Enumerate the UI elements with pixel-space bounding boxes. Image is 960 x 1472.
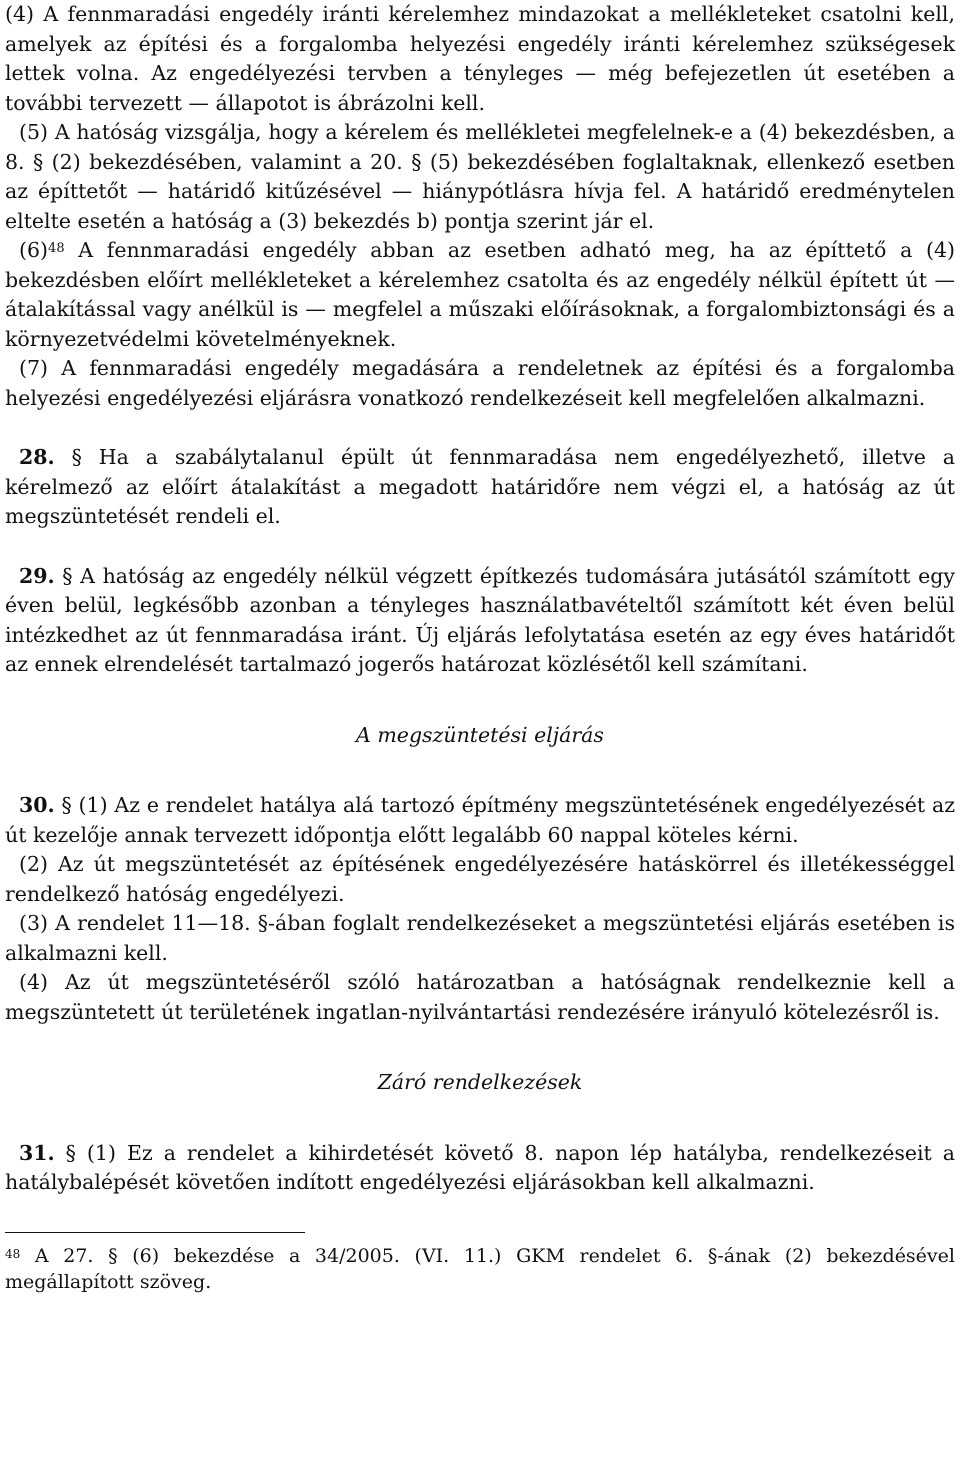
paragraph-label: (6): [19, 238, 49, 262]
paragraph-27-6: [5, 236, 955, 354]
section-text: § A hatóság az engedély nélkül végzett építkezés tudomására jutásától számított egy éven belül, legkésőbb azonban a tényleges használatbavételtől számított két éven belül intézkedhet az út fennmaradása iránt. Új eljárás lefolytatása esetén az egy éves határidőt az ennek elrendelését tartalmazó jogerős határozat közlésétől kell számítani.: [5, 563, 955, 676]
section-heading: Záró rendelkezések: [377, 1070, 583, 1094]
paragraph-30-2: (2) Az út megszüntetését az építésének engedélyezésére hatáskörrel és illetékességgel rendelkező hatóság engedélyezi.: [5, 852, 955, 906]
section-text: § (1) Az e rendelet hatálya alá tartozó építmény megszüntetésének engedélyezését az út kezelője annak tervezett időpontja előtt legalább 60 nappal köteles kérni.: [5, 793, 955, 847]
section-number: 30.: [19, 793, 55, 817]
paragraph-30-4: (4) Az út megszüntetéséről szóló határozatban a hatóságnak rendelkeznie kell a megszüntetett út területének ingatlan-nyilvántartási rendezésére irányuló kötelezésről is.: [5, 970, 955, 1024]
footnote-reference[interactable]: 48: [48, 241, 65, 256]
paragraph-27-4: (4) A fennmaradási engedély iránti kérelemhez mindazokat a mellékleteket csatolni kell, amelyek az építési és a forgalomba helyezési engedély iránti kérelemhez szükségesek lettek volna. Az engedélyezési tervben a tényleges — még befejezetlen út esetében a további tervezett — állapotot is ábrázolni kell.: [5, 2, 955, 115]
paragraph-27-5: (5) A hatóság vizsgálja, hogy a kérelem és mellékletei megfelelnek-e a (4) bekezdésben, a 8. § (2) bekezdésében, valamint a 20. § (5) bekezdésében foglaltaknak, ellenkező esetben az építtetőt — határidő kitűzésével — hiánypótlásra hívja fel. A határidő eredménytelen eltelte esetén a hatóság a (3) bekezdés b) pontja szerint jár el.: [5, 120, 955, 233]
section-28: [5, 443, 955, 532]
section-text: § (1) Ez a rendelet a kihirdetését követő 8. napon lép hatályba, rendelkezéseit a hatálybalépését követően indított engedélyezési eljárásokban kell alkalmazni.: [5, 1140, 955, 1194]
section-number: 28.: [19, 445, 55, 469]
footnote-text: A 27. § (6) bekezdése a 34/2005. (VI. 11.) GKM rendelet 6. §-ának (2) bekezdésével megállapított szöveg.: [5, 1244, 955, 1293]
footnote: [5, 1243, 955, 1295]
section-heading: A megszüntetési eljárás: [356, 722, 604, 747]
section-number: 31.: [19, 1140, 55, 1165]
footnote-number: 48: [5, 1246, 21, 1261]
footnote-divider: [5, 1232, 305, 1233]
section-text: § Ha a szabálytalanul épült út fennmaradása nem engedélyezhető, illetve a kérelmező az előírt átalakítást a megadott határidőre nem végzi el, a hatóság az út megszüntetését rendeli el.: [5, 445, 955, 528]
section-number: 29.: [19, 563, 55, 588]
section-30: [5, 791, 955, 850]
paragraph-text: A fennmaradási engedély abban az esetben adható meg, ha az építtető a (4) bekezdésben előírt mellékleteket a kérelemhez csatolta és az engedély nélkül épített út — átalakítással vagy anélkül is — megfelel a műszaki előírásoknak, a forgalombiztonsági és a környezetvédelmi követelményeknek.: [5, 238, 955, 351]
section-29: [5, 562, 955, 680]
document-page: [5, 0, 955, 1295]
paragraph-30-3: (3) A rendelet 11—18. §-ában foglalt rendelkezéseket a megszüntetési eljárás esetében is alkalmazni kell.: [5, 911, 955, 965]
section-31: [5, 1139, 955, 1198]
paragraph-27-7: (7) A fennmaradási engedély megadására a rendeletnek az építési és a forgalomba helyezési engedélyezési eljárásra vonatkozó rendelkezéseit kell megfelelően alkalmazni.: [5, 356, 955, 410]
